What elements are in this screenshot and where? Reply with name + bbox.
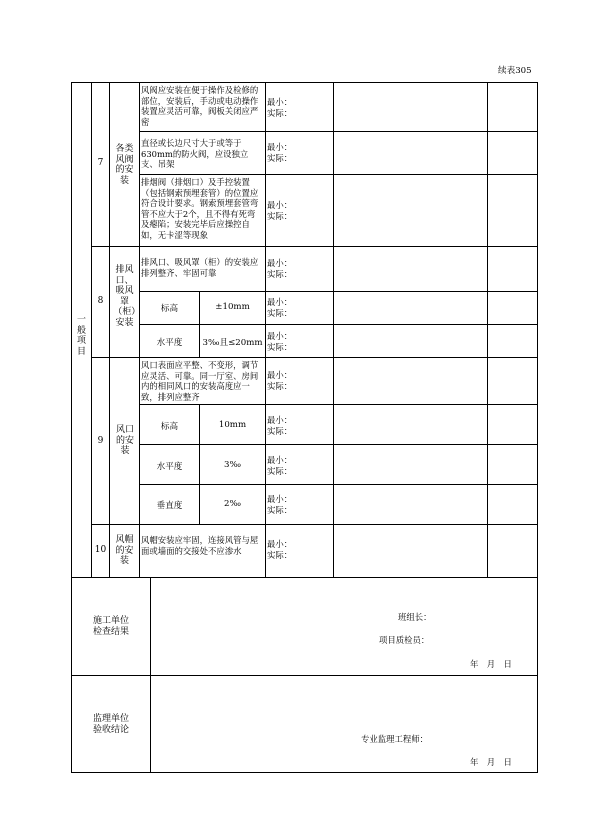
measure-min: 最小：	[267, 331, 293, 341]
supervising-engineer-label: 专业监理工程师：	[361, 734, 428, 744]
measure-actual: 实际：	[267, 466, 293, 476]
measure-min: 最小：	[267, 494, 293, 504]
date-line: 年 月 日	[470, 659, 512, 669]
sub-item-label: 水平度	[156, 338, 183, 348]
item-name: 排风口、吸风罩（柜）安装	[113, 265, 136, 328]
measure-min: 最小：	[267, 258, 293, 268]
measure-min: 最小：	[267, 297, 293, 307]
team-leader-label: 班组长：	[398, 612, 432, 622]
measure-actual: 实际：	[267, 211, 293, 221]
supervision-conclusion-label: 监理单位验收结论	[92, 714, 129, 735]
measure-min: 最小：	[267, 539, 293, 549]
sub-item-value: 3‰且≤20mm	[202, 338, 263, 348]
measure-min: 最小：	[267, 370, 293, 380]
item-number: 9	[97, 436, 104, 446]
measure-actual: 实际：	[267, 153, 293, 163]
sub-item-value: ±10mm	[215, 302, 250, 312]
measure-actual: 实际：	[267, 342, 293, 352]
date-line: 年 月 日	[470, 757, 512, 767]
measure-actual: 实际：	[267, 505, 293, 515]
item-name: 风帽的安装	[115, 535, 134, 566]
measure-actual: 实际：	[267, 108, 293, 118]
measure-min: 最小：	[267, 142, 293, 152]
measure-actual: 实际：	[267, 269, 293, 279]
item-number: 10	[94, 545, 107, 555]
item-name: 风口的安装	[115, 425, 134, 456]
measure-min: 最小：	[267, 200, 293, 210]
sub-item-value: 10mm	[218, 420, 247, 430]
quality-inspector-label: 项目质检员：	[379, 635, 430, 645]
measure-actual: 实际：	[267, 381, 293, 391]
sub-item-label: 垂直度	[156, 501, 183, 511]
measure-actual: 实际：	[267, 426, 293, 436]
requirement-text: 排风口、吸风罩（柜）的安装应排列整齐、牢固可靠	[141, 257, 259, 278]
item-number: 7	[97, 158, 104, 168]
sub-item-label: 水平度	[156, 462, 183, 472]
requirement-text: 排烟阀（排烟口）及手控装置（包括钢索预埋套管）的位置应符合设计要求。钢索预埋套管弯管不应大于2个，且不得有死弯及瘪陷；安装完毕后应操控自如，无卡涩等现象	[141, 177, 259, 240]
measure-actual: 实际：	[267, 308, 293, 318]
item-number: 8	[97, 296, 104, 306]
measure-actual: 实际：	[267, 550, 293, 560]
measure-min: 最小：	[267, 455, 293, 465]
construction-check-label: 施工单位检查结果	[92, 616, 129, 637]
continuation-label: 续表305	[498, 66, 532, 76]
sub-item-label: 标高	[160, 422, 179, 432]
requirement-text: 风阀应安装在便于操作及检修的部位，安装后，手动或电动操作装置应灵活可靠，阀板关闭应严密	[141, 85, 259, 127]
measure-min: 最小：	[267, 415, 293, 425]
requirement-text: 风口表面应平整、不变形，调节应灵活、可靠。同一厅室、房间内的相同风口的安装高度应一致，排列应整齐	[141, 360, 259, 402]
item-name: 各类风阀的安装	[115, 144, 134, 186]
measure-min: 最小：	[267, 97, 293, 107]
sub-item-value: 3‰	[224, 460, 241, 470]
requirement-text: 风帽安装应牢固，连接风管与屋面或墙面的交接处不应渗水	[141, 535, 259, 556]
sub-item-value: 2‰	[224, 499, 241, 509]
sub-item-label: 标高	[160, 304, 179, 314]
requirement-text: 直径或长边尺寸大于或等于630mm的防火阀，应设独立支、吊架	[141, 138, 249, 170]
section-title: 一般项目	[76, 315, 86, 357]
